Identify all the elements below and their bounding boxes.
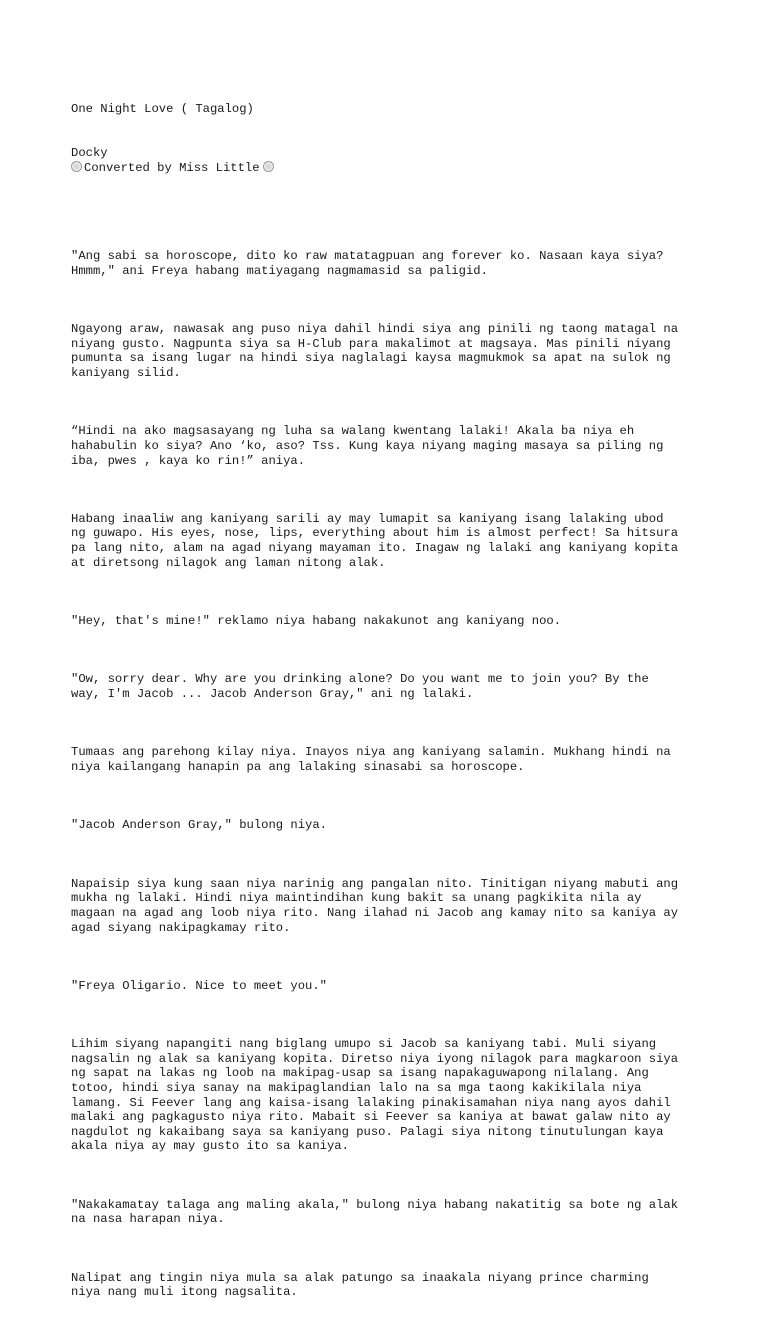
paragraph: Habang inaaliw ang kaniyang sarili ay may lumapit sa kaniyang isang lalaking ubod ng guwapo. His eyes, nose, lips, everything about him is almost perfect! Sa hitsura pa lang nito, alam na agad niyang mayaman ito. Inagaw ng lalaki ang kaniyang kopita at diretsong nilagok ang laman nitong alak. (71, 511, 679, 570)
paragraph: Napaisip siya kung saan niya narinig ang pangalan nito. Tinitigan niyang mabuti ang mukha ng lalaki. Hindi niya maintindihan kung bakit sa unang pagkikita nila ay magaan na agad ang loob niya rito. Nang ilahad ni Jacob ang kamay nito sa kaniya ay agad siyang nakipagkamay rito. (71, 876, 679, 935)
paragraph: "Nakakamatay talaga ang maling akala," bulong niya habang nakatitig sa bote ng alak na nasa harapan niya. (71, 1197, 679, 1227)
converted-by-text: Converted by Miss Little (84, 161, 260, 175)
paragraph: Lihim siyang napangiti nang biglang umupo si Jacob sa kaniyang tabi. Muli siyang nagsalin ng alak sa kaniyang kopita. Diretso niya iyong nilagok para magkaroon siya ng sapat na lakas ng loob na makipag-usap sa isang napakaguwapong nilalang. Ang totoo, hindi siya sanay na makipaglandian lalo na sa mga taong kakikilala niya lamang. Si Feever lang ang kaisa-isang lalaking pinakisamahan niya nang ayos dahil malaki ang pagkagusto niya rito. Mabait si Feever sa kaniya at bawat galaw nito ay nagdulot ng kakaibang saya sa kaniyang puso. Palagi siya nitong tinutulungan kaya akala niya ay may gusto ito sa kaniya. (71, 1037, 679, 1154)
paragraph: Tumaas ang parehong kilay niya. Inayos niya ang kaniyang salamin. Mukhang hindi na niya kailangang hanapin pa ang lalaking sinasabi sa horoscope. (71, 745, 671, 774)
paragraph: "Freya Oligario. Nice to meet you." (71, 978, 327, 993)
flower-icon (71, 161, 82, 172)
paragraph: "Ow, sorry dear. Why are you drinking alone? Do you want me to join you? By the way, I'm Jacob ... Jacob Anderson Gray," ani ng lalaki. (71, 672, 649, 701)
paragraph: “Hindi na ako magsasayang ng luha sa walang kwentang lalaki! Akala ba niya eh hahabulin ko siya? Ano ‘ko, aso? Tss. Kung kaya niyang maging masaya sa piling ng iba, pwes , kaya ko rin!” aniya. (71, 424, 664, 468)
converted-by-line (71, 161, 711, 176)
paragraph: Ngayong araw, nawasak ang puso niya dahil hindi siya ang pinili ng taong matagal na niyang gusto. Nagpunta siya sa H-Club para makalimot at magsaya. Mas pinili niyang pumunta sa isang lugar na hindi siya naglalagi kaysa magmukmok sa apat na sulok ng kaniyang silid. (71, 322, 679, 380)
document-title: One Night Love ( Tagalog) (71, 102, 254, 117)
flower-icon (263, 161, 274, 172)
paragraph: "Jacob Anderson Gray," bulong niya. (71, 818, 327, 833)
paragraph: "Hey, that's mine!" reklamo niya habang nakakunot ang kaniyang noo. (71, 614, 562, 629)
paragraph: "Ang sabi sa horoscope, dito ko raw matatagpuan ang forever ko. Nasaan kaya siya? Hmmm," ani Freya habang matiyagang nagmamasid sa paligid. (71, 249, 664, 278)
story-body (71, 220, 711, 1344)
paragraph: Nalipat ang tingin niya mula sa alak patungo sa inaakala niyang prince charming niya nang muli itong nagsalita. (71, 1270, 649, 1300)
document-author: Docky (71, 145, 108, 160)
